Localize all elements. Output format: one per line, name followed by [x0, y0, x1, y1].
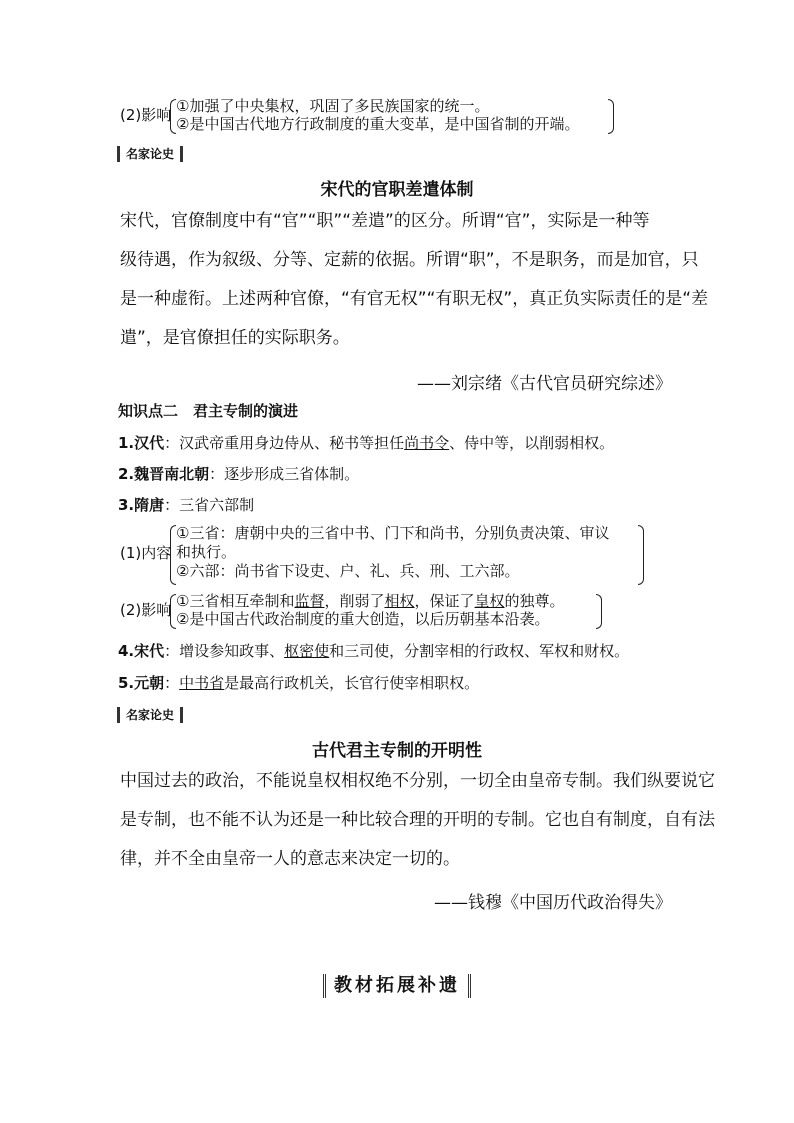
right-brace	[596, 594, 602, 629]
influence-label-2: (2)影响	[120, 601, 172, 619]
list-item: 2.魏晋南北朝：逐步形成三省体制。	[118, 465, 360, 483]
essay-line: 遣”，是官僚担任的实际职务。	[120, 328, 350, 348]
essay-line: 宋代，官僚制度中有“官”“职”“差遣”的区分。所谓“官”，实际是一种等	[120, 211, 650, 231]
list-item: 4.宋代：增设参知政事、枢密使和三司使，分割宰相的行政权、军权和财权。	[118, 642, 630, 660]
list-item: 5.元朝：中书省是最高行政机关，长官行使宰相职权。	[118, 674, 480, 692]
content-label: (1)内容	[120, 544, 172, 562]
list-item: 1.汉代：汉武帝重用身边侍从、秘书等担任尚书令、侍中等，以削弱相权。	[118, 434, 615, 452]
essay-source: ——钱穆《中国历代政治得失》	[434, 893, 672, 913]
essay-source: ——刘宗绪《古代官员研究综述》	[417, 374, 672, 394]
essay-body	[120, 202, 709, 358]
essay-body	[120, 762, 715, 879]
content-line: ②六部：尚书省下设吏、户、礼、兵、刑、工六部。	[176, 562, 520, 580]
influence-label-1: (2)影响	[120, 106, 172, 124]
section-tag: 名家论史	[117, 146, 183, 162]
right-brace	[638, 525, 644, 585]
content-line: 和执行。	[176, 543, 237, 561]
footer-banner: 教材拓展补遗	[0, 974, 794, 998]
right-brace	[608, 99, 614, 134]
influence-item: ①加强了中央集权，巩固了多民族国家的统一。	[176, 97, 490, 115]
essay-line: 级待遇，作为叙级、分等、定薪的依据。所谓“职”，不是职务，而是加官，只	[120, 250, 699, 270]
essay-line: 是专制，也不能不认为还是一种比较合理的开明的专制。它也自有制度，自有法	[120, 810, 715, 830]
essay-title: 古代君主专制的开明性	[312, 741, 482, 761]
content-line: ①三省：唐朝中央的三省中书、门下和尚书，分别负责决策、审议	[176, 524, 610, 542]
essay-line: 律，并不全由皇帝一人的意志来决定一切的。	[120, 849, 460, 869]
essay-line: 是一种虚衔。上述两种官僚，“有官无权”“有职无权”，真正负实际责任的是“差	[120, 289, 709, 309]
essay-title: 宋代的官职差遣体制	[320, 180, 474, 200]
influence-item: ②是中国古代政治制度的重大创造，以后历朝基本沿袭。	[176, 610, 550, 628]
influence-item: ②是中国古代地方行政制度的重大变革，是中国省制的开端。	[176, 115, 580, 133]
section-tag: 名家论史	[117, 707, 183, 723]
section-heading: 知识点二 君主专制的演进	[118, 402, 299, 420]
list-item: 3.隋唐：三省六部制	[118, 496, 255, 514]
influence-item: ①三省相互牵制和监督，削弱了相权，保证了皇权的独尊。	[176, 592, 565, 610]
essay-line: 中国过去的政治，不能说皇权相权绝不分别，一切全由皇帝专制。我们纵要说它	[120, 771, 715, 791]
